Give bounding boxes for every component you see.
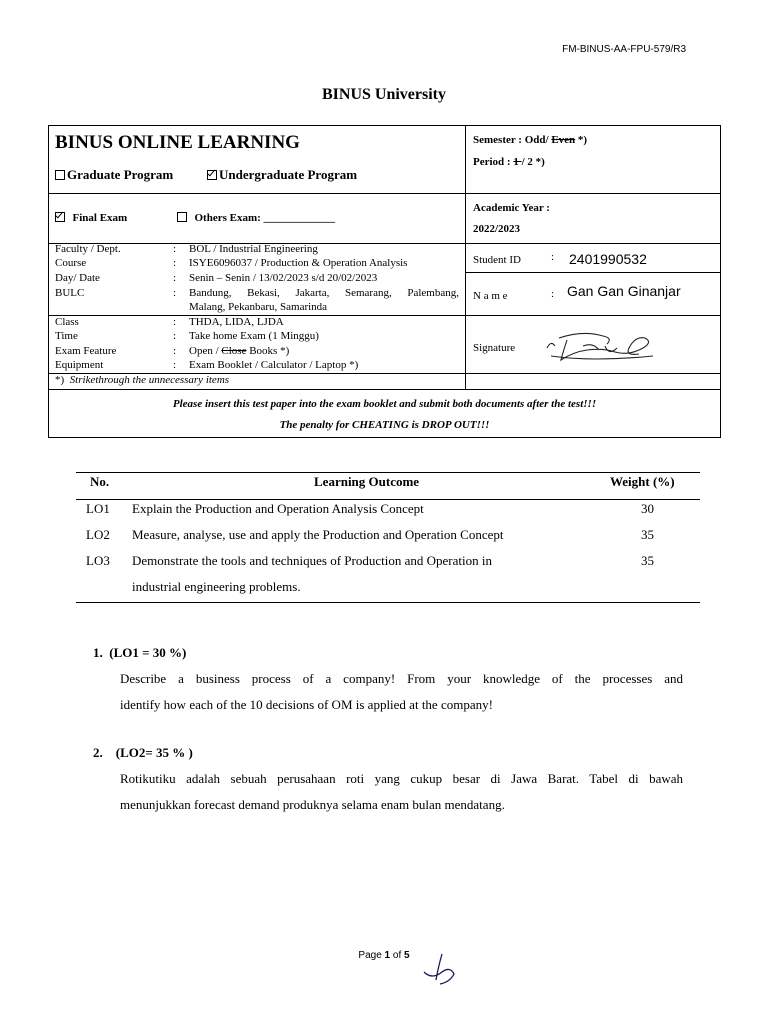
header-weight: Weight (%) — [610, 474, 675, 489]
university-title: BINUS University — [321, 86, 446, 103]
field-bulc-value: Bandung, Bekasi, Jakarta, Semarang, Palembang, — [189, 287, 459, 299]
initial-mark-image — [420, 950, 460, 990]
exam-form — [48, 125, 721, 438]
field-date: Day/ Date — [55, 272, 100, 284]
table-row — [76, 526, 700, 552]
field-colon: : — [173, 272, 177, 284]
table-header — [76, 473, 700, 500]
notice-line-2: The penalty for CHEATING is DROP OUT!!! — [279, 419, 490, 431]
period: Period : 1 / 2 *) — [473, 156, 545, 168]
semester: Semester : Odd/ Even *) — [473, 134, 588, 146]
lo-outcome: Explain the Production and Operation Analysis Concept — [132, 501, 424, 516]
field-course: Course — [55, 257, 87, 269]
question-1 — [93, 640, 683, 718]
field-faculty: Faculty / Dept. — [55, 243, 121, 255]
header-outcome: Learning Outcome — [314, 474, 420, 489]
field-exam-feature-value: Open / Close Books *) — [189, 345, 290, 357]
others-exam: Others Exam: _____________ — [177, 212, 335, 224]
field-faculty-value: BOL / Industrial Engineering — [189, 243, 318, 255]
field-equipment-value: Exam Booklet / Calculator / Laptop *) — [189, 359, 359, 371]
field-class-value: THDA, LIDA, LJDA — [189, 316, 284, 328]
form-divider — [49, 243, 720, 244]
form-divider — [49, 193, 720, 194]
lo-outcome: Demonstrate the tools and techniques of Production and Operation in — [132, 553, 492, 568]
form-code: FM-BINUS-AA-FPU-579/R3 — [562, 44, 686, 55]
checkbox-unchecked-icon — [177, 212, 187, 222]
lo-number: LO3 — [86, 553, 110, 568]
question-2 — [93, 740, 683, 818]
lo-outcome: Measure, analyse, use and apply the Production and Operation Concept — [132, 527, 504, 542]
checkbox-unchecked-icon — [55, 170, 65, 180]
form-divider — [465, 272, 720, 273]
field-colon: : — [173, 345, 177, 357]
field-colon: : — [173, 359, 177, 371]
academic-year-label: Academic Year : — [473, 202, 550, 214]
form-divider — [49, 389, 720, 390]
form-column-divider — [465, 126, 466, 390]
table-row — [76, 552, 700, 602]
name-colon: : — [551, 288, 555, 300]
field-time: Time — [55, 330, 78, 342]
academic-year-value: 2022/2023 — [473, 223, 521, 235]
student-id-label: Student ID — [473, 254, 521, 266]
field-colon: : — [173, 316, 177, 328]
form-title: BINUS ONLINE LEARNING — [55, 132, 300, 153]
field-course-value: ISYE6096037 / Production & Operation Analysis — [189, 257, 408, 269]
program-graduate: Graduate Program — [55, 167, 173, 183]
question-text-line2: menunjukkan forecast demand produknya selama enam bulan mendatang. — [120, 797, 505, 812]
final-exam: Final Exam — [55, 212, 127, 224]
form-divider — [465, 315, 720, 316]
question-header: 2. (LO2= 35 % ) — [93, 745, 193, 760]
field-colon: : — [173, 257, 177, 269]
table-row — [76, 500, 700, 526]
signature-image — [543, 326, 659, 366]
lo-weight: 35 — [641, 553, 654, 568]
page-number: Page 1 of 5 — [358, 950, 410, 961]
field-colon: : — [173, 287, 177, 299]
field-equipment: Equipment — [55, 359, 104, 371]
program-undergraduate: Undergraduate Program — [207, 167, 357, 183]
question-header: 1. (LO1 = 30 %) — [93, 645, 187, 660]
lo-outcome-line2: industrial engineering problems. — [132, 579, 301, 594]
lo-weight: 35 — [641, 527, 654, 542]
question-text-line2: identify how each of the 10 decisions of OM is applied at the company! — [120, 697, 493, 712]
signature-label: Signature — [473, 342, 516, 354]
field-colon: : — [173, 330, 177, 342]
field-class: Class — [55, 316, 79, 328]
strikethrough-note: *) Strikethrough the unnecessary items — [55, 374, 230, 386]
student-id-value: 2401990532 — [569, 251, 647, 267]
name-value: Gan Gan Ginanjar — [567, 283, 681, 299]
lo-weight: 30 — [641, 501, 654, 516]
learning-outcome-table — [76, 472, 700, 603]
field-time-value: Take home Exam (1 Minggu) — [189, 330, 319, 342]
header-no: No. — [90, 474, 110, 489]
field-bulc: BULC — [55, 287, 85, 299]
field-bulc-value-line2: Malang, Pekanbaru, Samarinda — [189, 301, 328, 313]
field-exam-feature: Exam Feature — [55, 345, 117, 357]
lo-number: LO2 — [86, 527, 110, 542]
question-text: Rotikutiku adalah sebuah perusahaan roti yang cukup besar di Jawa Barat. Tabel di bawah — [120, 771, 683, 786]
question-text: Describe a business process of a company! From your knowledge of the processes and — [120, 671, 683, 686]
student-id-colon: : — [551, 251, 555, 263]
checkbox-checked-icon — [55, 212, 65, 222]
notice-line-1: Please insert this test paper into the exam booklet and submit both documents after the test!!! — [172, 398, 597, 410]
name-label: N a m e — [473, 290, 508, 302]
field-date-value: Senin – Senin / 13/02/2023 s/d 20/02/2023 — [189, 272, 378, 284]
checkbox-checked-icon — [207, 170, 217, 180]
lo-number: LO1 — [86, 501, 110, 516]
field-colon: : — [173, 243, 177, 255]
